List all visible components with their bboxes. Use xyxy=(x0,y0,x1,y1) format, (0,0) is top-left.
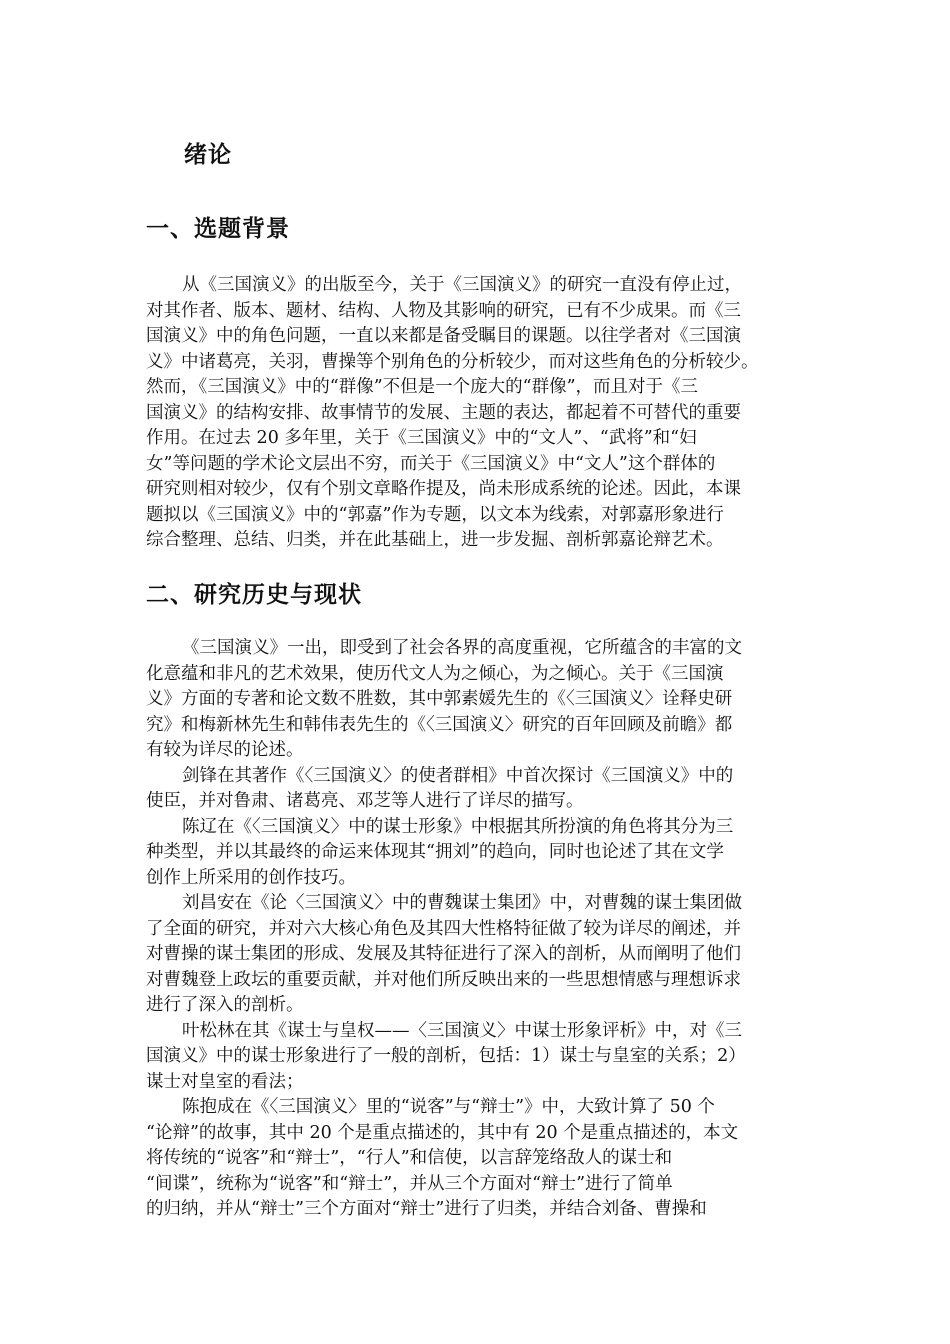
paragraph-line: 国演义》中的角色问题，一直以来都是备受瞩目的课题。以往学者对《三国演 xyxy=(146,326,741,346)
paragraph-line: 然而，《三国演义》中的“群像”不但是一个庞大的“群像”，而且对于《三 xyxy=(146,377,699,397)
paragraph-line: “间谍”，统称为“说客”和“辩士”，并从三个方面对“辩士”进行了简单 xyxy=(146,1173,673,1194)
section-heading-research-history: 二、研究历史与现状 xyxy=(146,582,362,608)
paragraph-line: 综合整理、总结、归类，并在此基础上，进一步发掘、剖析郭嘉论辩艺术。 xyxy=(146,530,724,550)
paragraph-line: “论辩”的故事，其中 20 个是重点描述的，其中有 20 个是重点描述的，本文 xyxy=(146,1122,739,1143)
paragraph-line: 使臣，并对鲁肃、诸葛亮、邓芝等人进行了详尽的描写。 xyxy=(146,791,584,811)
paragraph-line: 研究则相对较少，仅有个别文章略作提及，尚未形成系统的论述。因此，本课 xyxy=(146,479,741,499)
paragraph-line: 《三国演义》一出，即受到了社会各界的高度重视，它所蕴含的丰富的文 xyxy=(182,638,742,658)
paragraph-line: 义》中诸葛亮，关羽，曹操等个别角色的分析较少，而对这些角色的分析较少。 xyxy=(146,351,759,372)
section-body-research-history xyxy=(146,636,810,1223)
paragraph-line: 义》方面的专著和论文数不胜数，其中郭素媛先生的《〈三国演义〉诠释史研 xyxy=(146,689,733,709)
paragraph-line: 题拟以《三国演义》中的“郭嘉”作为专题，以文本为线索，对郭嘉形象进行 xyxy=(146,504,724,525)
paragraph-line: 女”等问题的学术论文层出不穷，而关于《三国演义》中“文人”这个群体的 xyxy=(146,453,716,474)
paragraph-line: 究》和梅新林先生和韩伟表先生的《〈三国演义〉研究的百年回顾及前瞻》都 xyxy=(146,714,733,735)
paragraph-line: 对其作者、版本、题材、结构、人物及其影响的研究，已有不少成果。而《三 xyxy=(146,300,741,321)
paragraph-line: 陈抱成在《〈三国演义〉里的“说客”与“辩士”》中，大致计算了 50 个 xyxy=(182,1097,715,1117)
section-body-background xyxy=(146,273,810,554)
paragraph-line: 对曹魏登上政坛的重要贡献，并对他们所反映出来的一些思想情感与理想诉求 xyxy=(146,969,741,990)
paragraph-line: 作用。在过去 20 多年里，关于《三国演义》中的“文人”、“武将”和“妇 xyxy=(146,428,697,448)
paragraph-line: 国演义》中的谋士形象进行了一般的剖析，包括：1）谋士与皇室的关系；2） xyxy=(146,1046,746,1066)
document-title: 绪论 xyxy=(184,142,232,168)
paragraph-line: 创作上所采用的创作技巧。 xyxy=(146,867,356,888)
paragraph-line: 的归纳，并从“辩士”三个方面对“辩士”进行了归类，并结合刘备、曹操和 xyxy=(146,1199,707,1219)
paragraph-line: 将传统的“说客”和“辩士”，“行人”和信使，以言辞笼络敌人的谋士和 xyxy=(146,1148,673,1168)
paragraph-line: 进行了深入的剖析。 xyxy=(146,995,304,1015)
paragraph-line: 化意蕴和非凡的艺术效果，使历代文人为之倾心，为之倾心。关于《三国演 xyxy=(146,663,724,684)
paragraph-line: 叶松林在其《谋士与皇权——〈三国演义〉中谋士形象评析》中，对《三 xyxy=(182,1020,742,1041)
paragraph-line: 刘昌安在《论〈三国演义〉中的曹魏谋士集团》中，对曹魏的谋士集团做 xyxy=(182,893,742,913)
paragraph-line: 陈辽在《〈三国演义〉中的谋士形象》中根据其所扮演的角色将其分为三 xyxy=(182,816,734,837)
paragraph-line: 种类型，并以其最终的命运来体现其“拥刘”的趋向，同时也论述了其在文学 xyxy=(146,842,724,862)
paragraph-line: 国演义》的结构安排、故事情节的发展、主题的表达，都起着不可替代的重要 xyxy=(146,402,741,423)
paragraph-line: 了全面的研究，并对六大核心角色及其四大性格特征做了较为详尽的阐述，并 xyxy=(146,918,741,939)
paragraph-line: 谋士对皇室的看法； xyxy=(146,1071,304,1092)
paragraph-line: 有较为详尽的论述。 xyxy=(146,740,304,760)
paragraph-line: 剑锋在其著作《〈三国演义〉的使者群相》中首次探讨《三国演义》中的 xyxy=(182,765,734,786)
paragraph-line: 对曹操的谋士集团的形成、发展及其特征进行了深入的剖析，从而阐明了他们 xyxy=(146,944,741,964)
paragraph-line: 从《三国演义》的出版至今，关于《三国演义》的研究一直没有停止过， xyxy=(182,275,742,295)
section-heading-background: 一、选题背景 xyxy=(146,216,290,242)
